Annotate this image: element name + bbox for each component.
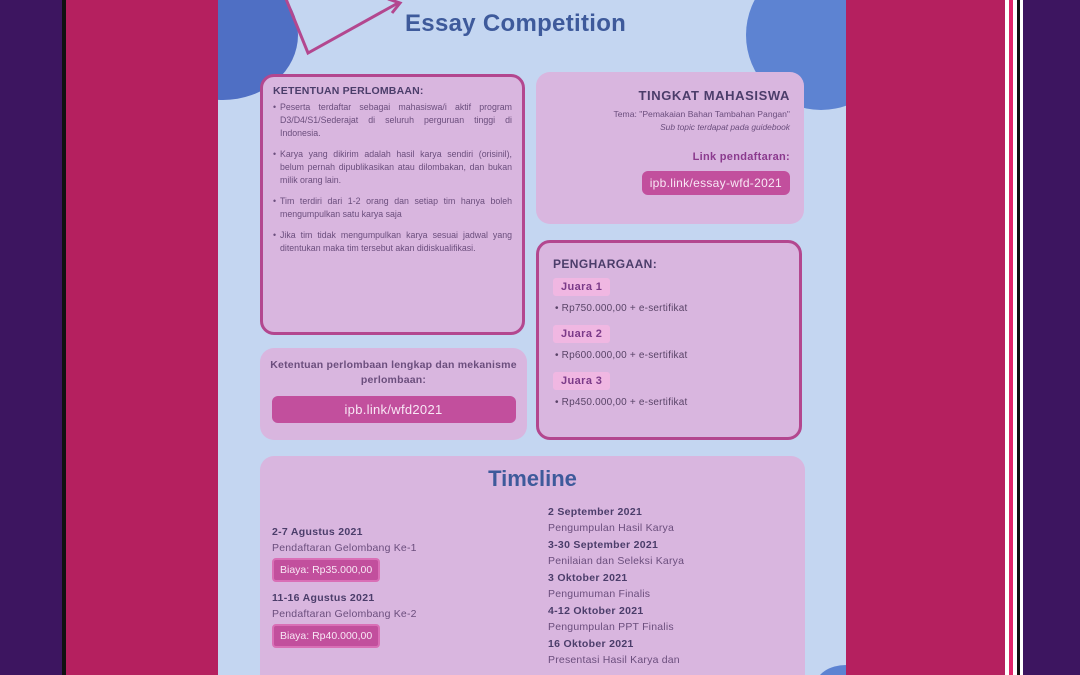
timeline-fee: Biaya: Rp40.000,00 [272,624,380,648]
rules-card [260,74,525,335]
prize-rank: Juara 2 [553,325,610,343]
timeline-left-column [272,526,512,658]
level-title: TINGKAT MAHASISWA [638,88,790,103]
timeline-desc: Pendaftaran Gelombang Ke-2 [272,608,417,620]
prize-rank: Juara 3 [553,372,610,390]
timeline-card [260,456,805,675]
arrow-decoration-icon [278,0,418,65]
timeline-title: Timeline [488,466,577,491]
prize-value: • Rp450.000,00 + e-sertifikat [555,397,688,408]
registration-link-label: Link pendaftaran: [692,151,790,163]
competition-poster [218,0,846,675]
timeline-desc: Pendaftaran Gelombang Ke-1 [272,542,417,554]
prize-value: • Rp750.000,00 + e-sertifikat [555,303,688,314]
prize-value: • Rp600.000,00 + e-sertifikat [555,350,688,361]
timeline-date: 3 Oktober 2021 [548,572,628,584]
prizes-heading: PENGHARGAAN: [553,257,658,271]
timeline-date: 2 September 2021 [548,506,643,518]
rules-heading: KETENTUAN PERLOMBAAN: [273,85,424,97]
prizes-card [536,240,802,440]
list-item: • Peserta terdaftar sebagai mahasiswa/i aktif program D3/D4/S1/Sederajat di seluruh perguruan tinggi di Indonesia. [273,101,512,140]
timeline-desc: Penilaian dan Seleksi Karya [548,555,685,567]
level-card [536,72,804,224]
full-rules-card [260,348,527,440]
frame-right-stripe-red [1009,0,1013,675]
rules-list [273,101,512,255]
timeline-date: 2-7 Agustus 2021 [272,526,363,538]
timeline-date: 16 Oktober 2021 [548,638,634,650]
level-subtopic: Sub topic terdapat pada guidebook [660,122,790,132]
timeline-date: 4-12 Oktober 2021 [548,605,644,617]
poster-title: Essay Competition [405,10,627,37]
frame-right-stripe [1005,0,1023,675]
timeline-right-column [548,506,788,671]
prize-item [553,277,785,314]
timeline-desc: Pengumpulan Hasil Karya [548,522,675,534]
timeline-date: 3-30 September 2021 [548,539,659,551]
full-rules-text: Ketentuan perlombaan lengkap dan mekanisme perlombaan: [270,359,517,386]
timeline-desc: Presentasi Hasil Karya dan [548,654,680,666]
prize-item [553,324,785,361]
level-theme: Tema: "Pemakaian Bahan Tambahan Pangan" [613,109,790,119]
list-item: • Tim terdiri dari 1-2 orang dan setiap tim hanya boleh mengumpulkan satu karya saja [273,195,512,221]
full-rules-link[interactable]: ipb.link/wfd2021 [272,396,516,423]
timeline-desc: Pengumpulan PPT Finalis [548,621,674,633]
list-item: • Jika tim tidak mengumpulkan karya sesuai jadwal yang ditentukan maka tim tersebut akan didiskualifikasi. [273,229,512,255]
timeline-fee: Biaya: Rp35.000,00 [272,558,380,582]
prize-rank: Juara 1 [553,278,610,296]
timeline-desc: Pengumuman Finalis [548,588,651,600]
decorative-blob [816,665,846,675]
prize-item [553,371,785,408]
timeline-date: 11-16 Agustus 2021 [272,592,375,604]
list-item: • Karya yang dikirim adalah hasil karya sendiri (orisinil), belum pernah dipublikasikan atau dilombakan, dan bukan milik orang lain. [273,148,512,187]
registration-link[interactable]: ipb.link/essay-wfd-2021 [642,171,790,195]
frame-right-stripe-black [1017,0,1020,675]
